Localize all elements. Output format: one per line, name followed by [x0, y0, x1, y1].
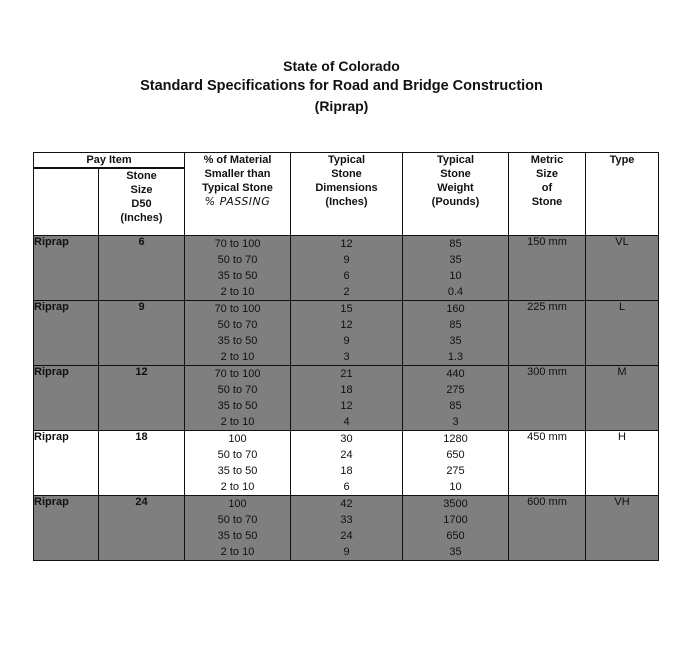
stone-weights-list [403, 431, 508, 495]
percent-value: 2 to 10 [220, 286, 255, 298]
weight-value: 35 [449, 546, 462, 558]
title-line-1: State of Colorado [283, 58, 400, 74]
weight-value: 1280 [443, 433, 468, 445]
dimension-value: 2 [343, 286, 350, 298]
stone-weights-list [403, 366, 508, 430]
percent-value: 35 to 50 [217, 335, 258, 347]
dimension-value: 18 [340, 465, 353, 477]
weight-value: 160 [446, 303, 465, 315]
stone-size: 18 [99, 431, 185, 496]
stone-dimensions-list [291, 236, 402, 300]
header-typical-weight [403, 153, 509, 236]
percent-passing-list [185, 236, 290, 300]
weight-value: 3 [452, 416, 459, 428]
header-pay-item: Pay Item [34, 153, 185, 169]
stone-dimensions-list [291, 366, 402, 430]
table-row [34, 496, 659, 561]
weight-value: 3500 [443, 498, 468, 510]
percent-passing-list [185, 366, 290, 430]
percent-passing-list [185, 496, 290, 560]
header-metric-size [509, 153, 586, 236]
dimension-value: 33 [340, 514, 353, 526]
percent-value: 35 to 50 [217, 400, 258, 412]
percent-value: 35 to 50 [217, 270, 258, 282]
percent-value: 50 to 70 [217, 254, 258, 266]
percent-value: 50 to 70 [217, 514, 258, 526]
dimension-value: 6 [343, 270, 350, 282]
percent-value: 100 [228, 433, 247, 445]
riprap-name: Riprap [34, 366, 99, 431]
riprap-name: Riprap [34, 496, 99, 561]
weight-value: 650 [446, 449, 465, 461]
riprap-name: Riprap [34, 431, 99, 496]
stone-dimensions-list [291, 496, 402, 560]
header-metric-line-3: of [541, 182, 553, 194]
metric-size: 300 mm [509, 366, 586, 431]
weight-value: 1.3 [447, 351, 464, 363]
stone-size: 12 [99, 366, 185, 431]
header-weight-line-1: Typical [436, 154, 475, 166]
percent-value: 70 to 100 [214, 238, 261, 250]
stone-dimensions [291, 496, 403, 561]
stone-dimensions [291, 301, 403, 366]
percent-passing [185, 301, 291, 366]
metric-size: 150 mm [509, 236, 586, 301]
percent-passing [185, 496, 291, 561]
stone-weights [403, 431, 509, 496]
table-row [34, 236, 659, 301]
riprap-table [33, 152, 659, 561]
header-dims-line-3: Dimensions [315, 182, 378, 194]
weight-value: 35 [449, 335, 462, 347]
riprap-type: L [586, 301, 659, 366]
stone-weights [403, 236, 509, 301]
percent-passing-list [185, 431, 290, 495]
header-size-line-2: Size [130, 184, 153, 196]
dimension-value: 42 [340, 498, 353, 510]
dimension-value: 12 [340, 319, 353, 331]
percent-value: 70 to 100 [214, 303, 261, 315]
percent-value: 35 to 50 [217, 530, 258, 542]
dimension-value: 30 [340, 433, 353, 445]
stone-size: 24 [99, 496, 185, 561]
weight-value: 10 [449, 270, 462, 282]
weight-value: 1700 [443, 514, 468, 526]
dimension-value: 12 [340, 400, 353, 412]
riprap-type: H [586, 431, 659, 496]
percent-value: 2 to 10 [220, 416, 255, 428]
dimension-value: 24 [340, 449, 353, 461]
header-blank [34, 168, 99, 236]
stone-weights-list [403, 496, 508, 560]
stone-weights [403, 366, 509, 431]
percent-value: 50 to 70 [217, 449, 258, 461]
riprap-type: M [586, 366, 659, 431]
percent-value: 100 [228, 498, 247, 510]
dimension-value: 3 [343, 351, 350, 363]
weight-value: 10 [449, 481, 462, 493]
dimension-value: 24 [340, 530, 353, 542]
stone-dimensions [291, 236, 403, 301]
percent-value: 50 to 70 [217, 384, 258, 396]
header-size-line-3: D50 [131, 198, 152, 210]
header-weight-line-2: Stone [440, 168, 471, 180]
table-row [34, 366, 659, 431]
percent-value: 2 to 10 [220, 546, 255, 558]
percent-value: 35 to 50 [217, 465, 258, 477]
header-type: Type [586, 153, 659, 236]
weight-value: 85 [449, 238, 462, 250]
header-percent-material [185, 153, 291, 236]
dimension-value: 15 [340, 303, 353, 315]
header-weight-line-4: (Pounds) [431, 196, 480, 208]
dimension-value: 9 [343, 546, 350, 558]
stone-weights [403, 496, 509, 561]
percent-value: 2 to 10 [220, 351, 255, 363]
header-dims-line-4: (Inches) [325, 196, 368, 208]
dimension-value: 6 [343, 481, 350, 493]
header-dims-line-2: Stone [331, 168, 362, 180]
riprap-name: Riprap [34, 301, 99, 366]
header-percent-line-1: % of Material [203, 154, 272, 166]
percent-value: 2 to 10 [220, 481, 255, 493]
weight-value: 85 [449, 319, 462, 331]
percent-passing-list [185, 301, 290, 365]
table-row [34, 301, 659, 366]
header-metric-line-1: Metric [530, 154, 564, 166]
header-percent-handwritten: % PASSING [204, 195, 271, 208]
header-stone-size [99, 168, 185, 236]
header-weight-line-3: Weight [437, 182, 474, 194]
riprap-type: VH [586, 496, 659, 561]
header-typical-dimensions [291, 153, 403, 236]
header-metric-line-2: Size [535, 168, 558, 180]
percent-value: 50 to 70 [217, 319, 258, 331]
weight-value: 85 [449, 400, 462, 412]
weight-value: 35 [449, 254, 462, 266]
header-percent-line-2: Smaller than [204, 168, 271, 180]
stone-dimensions-list [291, 431, 402, 495]
dimension-value: 9 [343, 254, 350, 266]
percent-passing [185, 236, 291, 301]
dimension-value: 18 [340, 384, 353, 396]
stone-size: 9 [99, 301, 185, 366]
weight-value: 275 [446, 384, 465, 396]
stone-dimensions [291, 366, 403, 431]
header-metric-line-4: Stone [531, 196, 563, 208]
metric-size: 450 mm [509, 431, 586, 496]
stone-dimensions [291, 431, 403, 496]
percent-value: 70 to 100 [214, 368, 261, 380]
percent-passing [185, 431, 291, 496]
dimension-value: 4 [343, 416, 350, 428]
weight-value: 0.4 [447, 286, 464, 298]
title-line-3: (Riprap) [314, 98, 369, 114]
riprap-name: Riprap [34, 236, 99, 301]
metric-size: 225 mm [509, 301, 586, 366]
dimension-value: 9 [343, 335, 350, 347]
table-row [34, 431, 659, 496]
metric-size: 600 mm [509, 496, 586, 561]
header-size-line-4: (Inches) [120, 212, 163, 224]
header-size-line-1: Stone [126, 170, 157, 182]
stone-weights [403, 301, 509, 366]
title-line-2: Standard Specifications for Road and Bridge Construction [140, 78, 543, 94]
stone-size: 6 [99, 236, 185, 301]
stone-weights-list [403, 236, 508, 300]
dimension-value: 12 [340, 238, 353, 250]
header-dims-line-1: Typical [327, 154, 366, 166]
header-percent-line-3: Typical Stone [202, 182, 273, 194]
weight-value: 650 [446, 530, 465, 542]
riprap-type: VL [586, 236, 659, 301]
stone-weights-list [403, 301, 508, 365]
weight-value: 440 [446, 368, 465, 380]
percent-passing [185, 366, 291, 431]
dimension-value: 21 [340, 368, 353, 380]
weight-value: 275 [446, 465, 465, 477]
stone-dimensions-list [291, 301, 402, 365]
